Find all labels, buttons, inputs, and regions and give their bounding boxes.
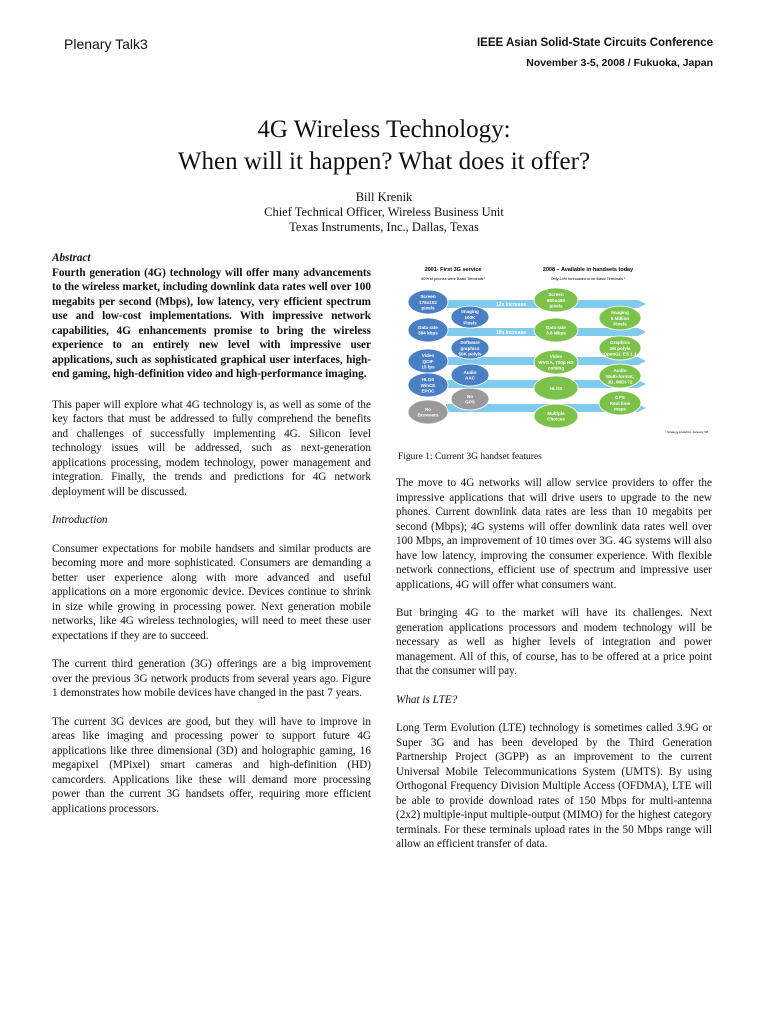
paragraph: Consumer expectations for mobile handsets and similar products are becoming more and more sophisticated. Consumers are demanding a better user experience along with more advanced and useful applications on a more ergonomic device. Devices continue to shrink in size while growing in processing power. Next generation mobile networks, like 4G wireless technologies, will need to meet these user expectations if they are to succeed.: [52, 542, 371, 642]
paragraph: Long Term Evolution (LTE) technology is sometimes called 3.9G or Super 3G and has been developed by the Third Generation Partnership Project (3GPP) as an improvement to the current Universal Mobile Telecommunications System (UMTS). By using Orthogonal Frequency Division Multiple Access (OFDMA), LTE will be able to provide download rates of 150 Mbps for multi-antenna (2x2) multiple-input multiple-output (MIMO) for the highest category terminals. For these terminals upload rates in the 50 Mbps range will allow an efficient transfer of data.: [396, 722, 712, 850]
conference-name: IEEE Asian Solid-State Circuits Conference: [476, 37, 713, 49]
figure-bubble-2008-b-text: Imaging: [611, 310, 629, 316]
figure-bubble-2008-b-text: GPS: [615, 395, 625, 401]
conference-date: November 3-5, 2008 / Fukuoka, Japan: [526, 57, 713, 69]
figure-bubble-2008-text: Choices: [547, 416, 565, 422]
figure-caption: Figure 1: Current 3G handset features: [398, 452, 542, 462]
figure-bubble-2001-text: Data rate: [418, 325, 438, 330]
figure-bubble-2001-text: No: [424, 407, 432, 412]
abstract-body: Fourth generation (4G) technology will offer many advancements to the wireless market, including downlink data rates well over 100 megabits per second (Mbps), low latency, very efficient spectrum use and low-cost implementations. With impressive network capabilities, 4G enhancements promise to bring the wireless experience to an entirely new level with impressive user applications, such as sophisticated graphical user interfaces, high-end gaming, high-definition video and high-performance imaging.: [52, 266, 371, 380]
figure-arrow-label: 40x Increase: [496, 347, 527, 354]
figure-bubble-2008-text: pixels: [549, 303, 563, 309]
figure-col1-sub: 80% of phones were Basic Terminals¹: [421, 277, 485, 281]
figure-arrow-label: 10x Increase: [496, 329, 527, 336]
title-line-2: When will it happen? What does it offer?: [177, 148, 591, 175]
paragraph: The current 3G devices are good, but they will have to improve in areas like imaging and processing power to support future 4G applications like three dimensional (3D) and holographic gaming, 16 megapixel (MPixel) smart cameras and high-definition (HD) camcorders. Applications like these will demand more processing power than the current 3G handsets offer, requiring more efficient applications processors.: [52, 715, 371, 815]
figure-bubble-2008-text: Data rate: [546, 325, 566, 330]
section-heading-introduction: Introduction: [52, 514, 108, 526]
figure-bubble-2001-b-text: Software: [460, 340, 480, 346]
figure-bubble-2001-b-text: AAC: [465, 375, 475, 381]
figure-bubble-2008-text: Multiple: [547, 411, 565, 416]
figure-bubble-2001-text: 15 fps: [421, 364, 435, 370]
figure-bubble-2001-b-text: No: [466, 394, 474, 399]
figure-bubble-2008-text: 3.6 Mbps: [546, 330, 566, 336]
figure-bubble-2008-b-text: 2M polyls: [609, 345, 631, 351]
author-block: [0, 190, 768, 235]
section-heading-what-is-lte: What is LTE?: [396, 693, 458, 706]
figure-bubble-2001-text: Screen: [420, 294, 436, 300]
author-position: Chief Technical Officer, Wireless Business Unit: [264, 205, 504, 219]
figure-bubble-2001-text: pixels: [421, 305, 435, 311]
figure-bubble-2001-text: Browsers: [417, 412, 439, 418]
figure-bubble-2001-b-text: Pixels: [463, 320, 477, 326]
figure-bubble-2008-text: coming: [547, 365, 565, 371]
figure-col1-title: 2001- First 3G service: [424, 267, 482, 273]
paragraph: The move to 4G networks will allow service providers to offer the impressive applications that will drive users to upgrade to the new phones. Current downlink data rates are less than 10 megabits per second (Mbps); 4G systems will offer downlink data rates well over 100 Mbps, an improvement of 10 times over 3G. 4G systems will also have low latency, improving the consumer experience. With flexible network connections, efficient use of spectrum and impressive user applications, 4G will offer what consumers want.: [396, 477, 712, 591]
figure-col2-title: 2008 – Available in handsets today: [542, 267, 634, 273]
figure-bubble-2008-b-text: Real time: [609, 400, 631, 406]
header-left: Plenary Talk3: [64, 36, 148, 52]
figure-bubble-2008-b-text: OpenGL ES 1.1: [603, 351, 637, 357]
figure-bubble-2008-b-text: Multi-format,: [606, 373, 634, 379]
figure-col2-sub: Only 14% forecasted to be Basic Terminals ¹: [550, 277, 626, 281]
figure-bubble-2008-b-text: 5 Million: [610, 315, 630, 321]
figure-footnote: ¹ Strategy Analytics, January '08: [665, 430, 708, 434]
figure-bubble-2001-text: HLOS: [421, 377, 435, 383]
paper-title: [0, 114, 768, 178]
right-column: [396, 476, 712, 866]
figure-bubble-2001-text: 176x102: [419, 299, 437, 305]
figure-bubble-2008-b-text: Graphics: [610, 340, 630, 346]
figure-bubble-2001-b-text: 50K polyls: [458, 351, 482, 357]
figure-arrow-label: 12x Increase: [496, 301, 527, 308]
figure-bubble-2001-text: Video: [421, 353, 435, 359]
author-name: Bill Krenik: [355, 190, 413, 204]
figure-bubble-2008-b-text: maps: [613, 406, 627, 412]
figure-bubble-2008-b-text: Audio: [613, 368, 627, 374]
figure-bubble-2008-text: HLOS: [549, 385, 563, 391]
figure-bubble-2001-text: WinCE: [420, 382, 436, 388]
figure-bubble-2008-text: Screen: [548, 292, 564, 298]
figure-bubble-2008-text: 800x480: [547, 297, 565, 303]
figure-bubble-2008-b-text: 3D, MIDI-72: [607, 379, 633, 385]
figure-bubble-2008-b-text: Pixels: [613, 321, 627, 327]
figure-bubble-2001-b-text: graphics: [460, 345, 480, 351]
paragraph: But bringing 4G to the market will have its challenges. Next generation applications processors and modem technology will be necessary as well as higher levels of integration and power management. All of this, of course, has to be offered at a price point that the consumer will pay.: [396, 607, 712, 677]
figure-bubble-2001-b-text: Audio: [463, 370, 477, 375]
paragraph: The current third generation (3G) offerings are a big improvement over the previous 3G network products from several years ago. Figure 1 demonstrates how mobile devices have changed in the past 7 years.: [52, 658, 371, 699]
title-line-1: 4G Wireless Technology:: [257, 116, 511, 143]
figure-bubble-2001-b-text: 100K: [464, 314, 476, 320]
left-column: [52, 251, 371, 830]
figure-bubble-2001-b-text: GPS: [465, 399, 475, 405]
figure-bubble-2001-text: QCIF: [422, 358, 434, 364]
figure-bubble-2001-text: 384 kbps: [418, 330, 438, 336]
figure-bubble-2008-text: WVGA, 720p HD: [538, 359, 574, 365]
paragraph: This paper will explore what 4G technology is, as well as some of the key factors that must be addressed to fully comprehend the benefits and challenges of successfully implementing 4G. Silicon level technology issues will be addressed, such as next-generation applications processing, modem technology, power management and integration. Finally, the trends and predictions for 4G network deployment will be discussed.: [52, 398, 371, 498]
figure-bubble-2001-text: EPOC: [421, 388, 435, 394]
figure-bubble-2008-text: Video: [549, 354, 563, 360]
author-affiliation: Texas Instruments, Inc., Dallas, Texas: [289, 220, 479, 234]
abstract-heading: Abstract: [52, 252, 91, 264]
figure-bubble-2001-b-text: Imaging: [461, 309, 479, 315]
figure-3g-handset-features: [398, 262, 716, 440]
